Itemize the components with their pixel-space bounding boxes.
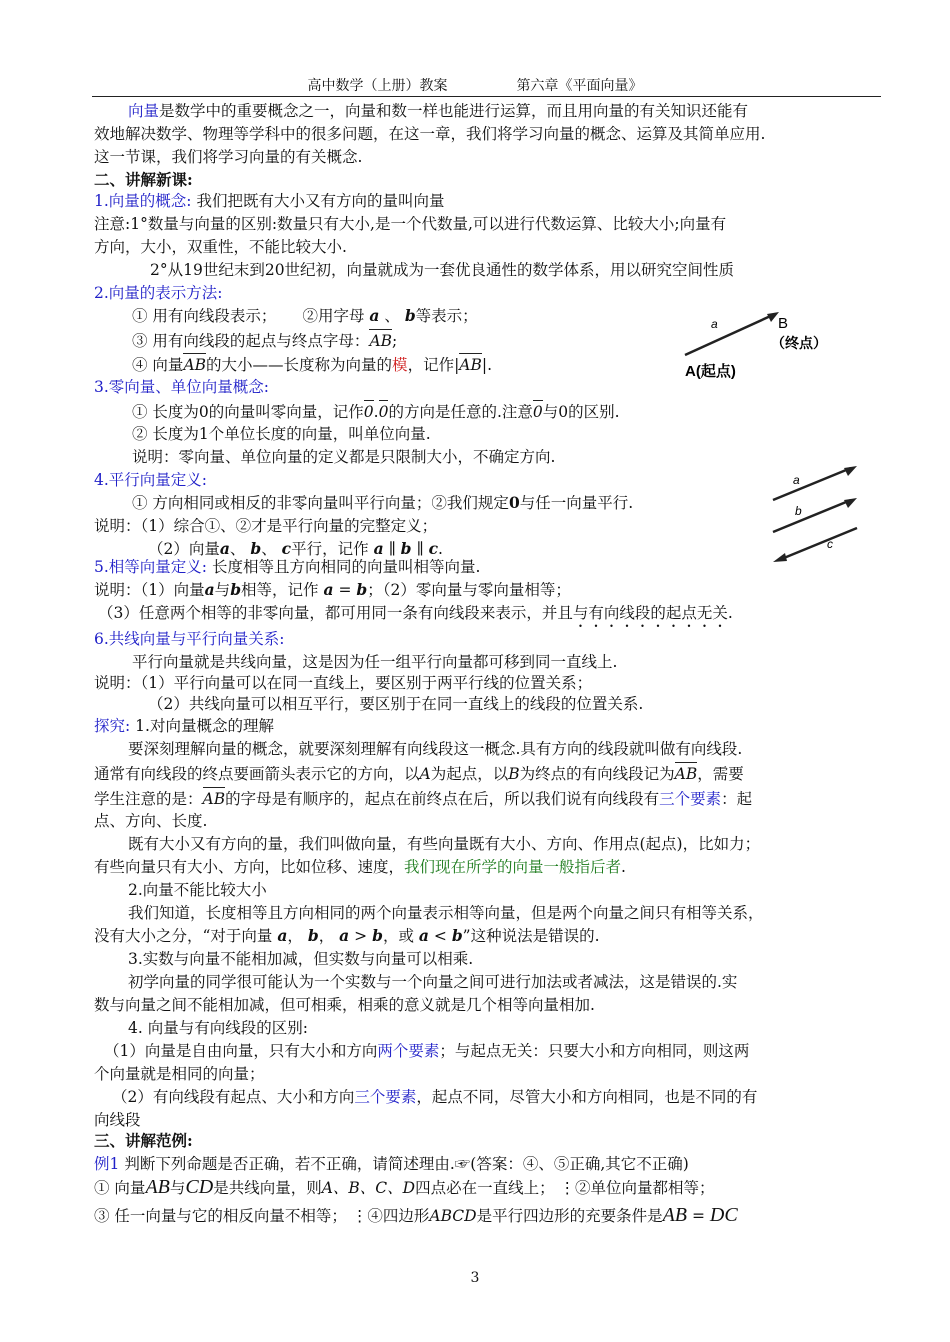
explore-p1c	[94, 786, 752, 810]
p5-note-1	[94, 579, 571, 601]
p2-b: b	[404, 306, 416, 325]
p3-zero-3: 0	[533, 399, 543, 423]
explore-p1b4: ，需要	[697, 765, 744, 783]
explore-b-2: b	[372, 926, 383, 945]
ex1-ABCD: ABCD	[429, 1207, 477, 1225]
explore-comma-2: ，	[318, 927, 335, 945]
p5-a: a	[204, 580, 215, 599]
explore-a: a	[277, 926, 288, 945]
p6-line-1: 平行向量就是共线向量，这是因为任一组平行向量都可移到同一直线上.	[132, 653, 618, 671]
example-1-q3: ③ 任一向量与它的相反向量不相等； ⋮④四边形ABCD是平行四边形的充要条件是AB = DC	[94, 1204, 738, 1226]
p2-item-2	[132, 328, 397, 352]
explore-p5b: 个向量就是相同的向量；	[94, 1065, 265, 1083]
p2-head: 2.向量的表示方法:	[94, 284, 223, 302]
p2-i1b: ②用字母	[302, 307, 365, 325]
p2-vec-ab-3: AB	[459, 352, 482, 376]
explore-title	[94, 715, 274, 737]
explore-p3b2: ”这种说法是错误的.	[462, 927, 600, 945]
explore-lt: <	[433, 927, 447, 945]
p5-s1d: ；（2）零向量与零向量相等；	[367, 581, 571, 599]
p2-i3b: 的大小——长度称为向量的	[206, 356, 393, 374]
explore-p1c2: 的字母是有顺序的，起点在前终点在后，所以我们说有向线段有	[225, 790, 660, 808]
ex1-points: A、B、C、D	[321, 1179, 416, 1197]
parallel-vector-a	[773, 468, 851, 500]
p4-b: b	[250, 539, 262, 558]
explore-p2b1: 有些向量只有大小、方向，比如位移、速度，	[94, 858, 405, 876]
p1-head: 1.向量的概念:	[94, 192, 192, 210]
explore-two-elements: 两个要素	[377, 1042, 440, 1060]
section-2-title: 二、讲解新课:	[94, 170, 193, 189]
explore-p4a: 初学向量的同学很可能认为一个实数与一个向量之间可进行加法或者减法，这是错误的.实	[128, 973, 738, 991]
p2-mo: 模	[392, 356, 408, 374]
section-3-title: 三、讲解范例:	[94, 1131, 193, 1150]
fig1-label-end: （终点）	[771, 335, 827, 351]
ex1-q1b: 与	[169, 1179, 186, 1197]
explore-vec-ab-2: AB	[203, 786, 226, 810]
p3-i1a: ① 长度为0的向量叫零向量，记作	[132, 403, 364, 421]
intro-term: 向量	[128, 102, 160, 120]
fig2-label-b: b	[795, 504, 802, 518]
explore-p2b2: 我们现在所学的向量一般指后者	[404, 858, 622, 876]
explore-p1b1: 通常有向线段的终点要画箭头表示它的方向，以	[94, 765, 420, 783]
explore-p2a: 既有大小又有方向的量，我们叫做向量，有些向量既有大小、方向、作用点(起点)，比如力；	[128, 835, 761, 853]
p5-b: b	[230, 580, 242, 599]
p4-c: c	[281, 539, 292, 558]
p2-item-1	[132, 305, 478, 327]
p4-sep-2: 、	[261, 540, 277, 558]
p2-i1a: ① 用有向线段表示；	[132, 307, 277, 325]
p2-sep: 、	[384, 307, 400, 325]
p3-i1c: 与0的区别.	[542, 403, 620, 421]
p4-i1a: ① 方向相同或相反的非零向量叫平行向量；②我们规定	[132, 494, 509, 512]
explore-p1b2: 为起点，以	[430, 765, 509, 783]
explore-p3b	[94, 925, 600, 947]
p5-s1a: 说明：（1）向量	[94, 581, 205, 599]
explore-three-elements: 三个要素	[659, 790, 722, 808]
explore-t1: 1.对向量概念的理解	[135, 717, 274, 735]
p3-item-1	[132, 399, 620, 423]
example-1-q1: ① 向量AB与CD是共线向量，则A、B、C、D四点必在一直线上； ⋮②单位向量都相等；	[94, 1176, 715, 1198]
explore-a-2: a	[339, 926, 350, 945]
p4-b-2: b	[400, 539, 412, 558]
ex1-CD: CD	[185, 1176, 214, 1198]
arrow-a-icon	[844, 466, 857, 476]
explore-p1c1: 学生注意的是：	[94, 790, 203, 808]
example-1-answer: (答案：④、⑤正确,其它不正确)	[470, 1155, 689, 1173]
intro-text-1: 是数学中的重要概念之一，向量和数一样也能进行运算，而且用向量的有关知识还能有	[159, 102, 749, 120]
p5-a-2: a	[323, 580, 334, 599]
ex1-AB-2: AB	[662, 1204, 688, 1226]
p5-s1b: 与	[214, 581, 231, 599]
p4-end: .	[438, 540, 443, 558]
p4-a: a	[219, 539, 230, 558]
explore-p1d: 点、方向、长度.	[94, 812, 208, 830]
p3-i1b: 的方向是任意的.注意	[388, 403, 533, 421]
p4-i1b: 与任一向量平行.	[519, 494, 634, 512]
parallel-vector-c	[779, 528, 857, 560]
p1-note-1a: 注意:1°数量与向量的区别:数量只有大小,是一个代数量,可以进行代数运算、比较大小;向量有	[94, 215, 727, 233]
header-right: 第六章《平面向量》	[516, 78, 643, 94]
p4-a-2: a	[373, 539, 384, 558]
explore-label: 探究:	[94, 717, 131, 735]
explore-three-elements-2: 三个要素	[354, 1088, 417, 1106]
arrow-b-icon	[844, 498, 857, 508]
p1-note-2: 2°从19世纪末到20世纪初，向量就成为一套优良通性的数学体系，用以研究空间性质	[150, 261, 735, 279]
p2-i1c: 等表示；	[415, 307, 478, 325]
parallel-vector-b	[773, 500, 851, 532]
p5-s3b: 与有向线段的起点无关.	[572, 604, 733, 622]
p4-c-2: c	[428, 539, 439, 558]
p5-eq: =	[338, 581, 352, 599]
p3-dot: .	[373, 403, 379, 421]
fig1-label-start: A(起点)	[685, 363, 736, 380]
p2-i2a: ③ 用有向线段的起点与终点字母：	[132, 332, 370, 350]
arrow-c-icon	[773, 553, 787, 562]
explore-or: ，或	[382, 927, 414, 945]
header-left: 高中数学（上册）教案	[307, 78, 448, 94]
p4-note-1: 说明：（1）综合①、②才是平行向量的完整定义；	[94, 517, 438, 535]
p2-semi: ;	[392, 332, 398, 350]
explore-p6a2: ，起点不同，尽管大小和方向相同，也是不同的有	[416, 1088, 758, 1106]
explore-p1c3: ：起	[721, 790, 753, 808]
explore-t4: 4. 向量与有向线段的区别:	[128, 1019, 308, 1037]
intro-line-1	[128, 100, 748, 122]
p2-a: a	[369, 306, 380, 325]
p5-line	[94, 556, 480, 578]
ex1-q4b: 是平行四边形的充要条件是	[476, 1207, 663, 1225]
vector-figure	[675, 300, 855, 385]
p4-zero: 0	[508, 493, 520, 512]
p1-line	[94, 190, 444, 212]
explore-p1b	[94, 761, 744, 785]
explore-A: A	[419, 765, 431, 783]
explore-p6a1: （2）有向线段有起点、大小和方向	[112, 1088, 355, 1106]
p3-note: 说明：零向量、单位向量的定义都是只限制大小，不确定方向.	[132, 448, 556, 466]
example-1-label: 例1	[94, 1155, 120, 1173]
explore-B: B	[508, 765, 520, 783]
p1-note-1b: 方向，大小，双重性，不能比较大小.	[94, 238, 347, 256]
fig2-label-c: c	[827, 537, 833, 551]
explore-p2b	[94, 856, 626, 878]
p4-item-1	[132, 492, 633, 514]
p5-s1c: 相等，记作	[241, 581, 319, 599]
explore-p5a1: （1）向量是自由向量，只有大小和方向	[104, 1042, 378, 1060]
p6-line-3: （2）共线向量可以相互平行，要区别于在同一直线上的线段的位置关系.	[148, 695, 644, 713]
header-rule	[92, 96, 881, 97]
explore-p6b: 向线段	[94, 1111, 141, 1129]
explore-a-3: a	[418, 926, 429, 945]
explore-vec-ab: AB	[675, 761, 698, 785]
ex1-eq: =	[691, 1207, 705, 1225]
p4-par-2: ∥	[416, 540, 424, 558]
explore-p6a	[112, 1086, 757, 1108]
explore-comma-1: ，	[287, 927, 303, 945]
p4-sep-1: 、	[229, 540, 246, 558]
vector-ab-line	[685, 314, 775, 355]
p5-head: 5.相等向量定义:	[94, 558, 208, 576]
ex1-DC: DC	[709, 1204, 738, 1226]
explore-p5a2: ；与起点无关：只要大小和方向相同，则这两	[439, 1042, 750, 1060]
ex1-q1c: 是共线向量，则	[213, 1179, 322, 1197]
p3-zero-2: 0	[379, 399, 389, 423]
explore-p3a: 我们知道，长度相等且方向相同的两个向量表示相等向量，但是两个向量之间只有相等关系，	[128, 904, 764, 922]
p6-head: 6.共线向量与平行向量关系:	[94, 630, 285, 648]
explore-p5a	[104, 1040, 749, 1062]
p2-vec-ab: AB	[369, 328, 392, 352]
p1-text: 我们把既有大小又有方向的量叫向量	[196, 192, 445, 210]
p2-i3d: |.	[481, 356, 493, 374]
example-1-text: 判断下列命题是否正确，若不正确，请简述理由.	[124, 1155, 455, 1173]
ex1-q3: ③ 任一向量与它的相反向量不相等；	[94, 1207, 347, 1225]
ex1-q1a: ① 向量	[94, 1179, 146, 1197]
explore-p4b: 数与向量之间不能相加减，但可相乘，相乘的意义就是几个相等向量相加.	[94, 996, 595, 1014]
page-number: 3	[470, 1270, 480, 1286]
explore-p2b3: .	[621, 858, 626, 876]
p4-head: 4.平行向量定义:	[94, 471, 208, 489]
ex1-q4a: ④四边形	[367, 1207, 430, 1225]
explore-t3: 3.实数与向量不能相加减，但实数与向量可以相乘.	[128, 950, 474, 968]
intro-line-2: 效地解决数学、物理等学科中的很多问题，在这一章，我们将学习向量的概念、运算及其简单应用.	[94, 125, 766, 143]
ex1-q2: ②单位向量都相等；	[575, 1179, 715, 1197]
fig2-label-a: a	[793, 473, 800, 487]
explore-t2: 2.向量不能比较大小	[128, 881, 267, 899]
p5-b-2: b	[356, 580, 368, 599]
p4-par-1: ∥	[388, 540, 396, 558]
explore-b: b	[307, 926, 319, 945]
p4-s2b: 平行，记作	[291, 540, 369, 558]
ex1-AB: AB	[145, 1176, 170, 1198]
parallel-vectors-figure	[765, 460, 865, 565]
page-header	[0, 75, 950, 95]
explore-p1a: 要深刻理解向量的概念，就要深刻理解有向线段这一概念.具有方向的线段就叫做有向线段.	[128, 740, 743, 758]
explore-p1b3: 为终点的有向线段记为	[519, 765, 675, 783]
explore-b-3: b	[451, 926, 463, 945]
p6-line-2: 说明：（1）平行向量可以在同一直线上，要区别于两平行线的位置关系；	[94, 674, 593, 692]
p2-vec-ab-2: AB	[183, 352, 206, 376]
p5-note-3	[98, 602, 733, 631]
p5-text: 长度相等且方向相同的向量叫相等向量.	[211, 558, 481, 576]
p2-i3c: ，记作|	[407, 356, 460, 374]
explore-p3b1: 没有大小之分，“对于向量	[94, 927, 273, 945]
p3-zero-1: 0	[364, 399, 374, 423]
explore-gt: >	[354, 927, 368, 945]
p5-s3a: （3）任意两个相等的非零向量，都可用同一条有向线段来表示，并且	[98, 604, 573, 622]
p2-item-3	[132, 352, 492, 376]
example-1-line	[94, 1153, 689, 1175]
p2-i3a: ④ 向量	[132, 356, 184, 374]
p3-item-2: ② 长度为1个单位长度的向量，叫单位向量.	[132, 425, 431, 443]
hand-pointer-icon: ☞	[454, 1155, 471, 1173]
fig1-label-a: a	[711, 317, 718, 331]
intro-line-3: 这一节课，我们将学习向量的有关概念.	[94, 148, 363, 166]
ex1-q1d: 四点必在一直线上；	[415, 1179, 555, 1197]
p4-s2a: （2）向量	[148, 540, 220, 558]
fig1-label-b: B	[778, 315, 789, 332]
p3-head: 3.零向量、单位向量概念:	[94, 378, 270, 396]
